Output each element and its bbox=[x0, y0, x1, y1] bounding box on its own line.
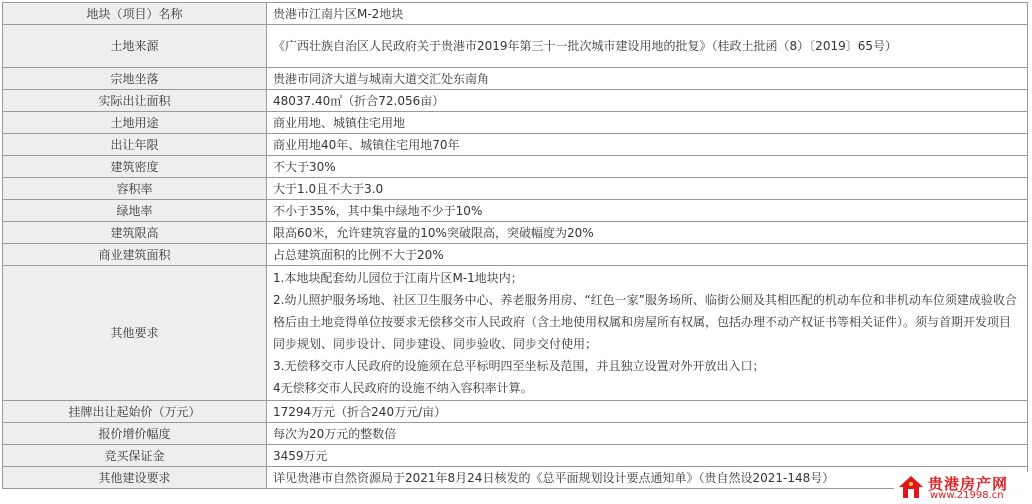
row-value: 不小于35%，其中集中绿地不少于10% bbox=[267, 200, 1028, 222]
row-value: 贵港市江南片区M-2地块 bbox=[267, 3, 1028, 25]
row-label: 容积率 bbox=[3, 178, 267, 200]
row-value: 商业用地40年、城镇住宅用地70年 bbox=[267, 134, 1028, 156]
table-row bbox=[3, 200, 1028, 222]
row-value: 占总建筑面积的比例不大于20% bbox=[267, 244, 1028, 266]
row-value: 每次为20万元的整数倍 bbox=[267, 423, 1028, 445]
row-label: 宗地坐落 bbox=[3, 68, 267, 90]
table-row bbox=[3, 222, 1028, 244]
row-label: 地块（项目）名称 bbox=[3, 3, 267, 25]
row-label: 出让年限 bbox=[3, 134, 267, 156]
table-row bbox=[3, 244, 1028, 266]
row-value: 限高60米，允许建筑容量的10%突破限高，突破幅度为20% bbox=[267, 222, 1028, 244]
row-value: 48037.40㎡（折合72.056亩） bbox=[267, 90, 1028, 112]
table-row bbox=[3, 178, 1028, 200]
row-value: 大于1.0且不大于3.0 bbox=[267, 178, 1028, 200]
watermark-name: 贵港房产网 bbox=[928, 475, 1009, 493]
table-row bbox=[3, 112, 1028, 134]
table-row bbox=[3, 90, 1028, 112]
row-label: 建筑限高 bbox=[3, 222, 267, 244]
table-row bbox=[3, 445, 1028, 467]
other-requirements-text bbox=[267, 266, 1028, 401]
row-label: 土地用途 bbox=[3, 112, 267, 134]
requirement-line: 1.本地块配套幼儿园位于江南片区M-1地块内； bbox=[273, 271, 523, 285]
table-row bbox=[3, 156, 1028, 178]
requirement-line: 2.幼儿照护服务场地、社区卫生服务中心、养老服务用房、“红色一家”服务场所、临街公厕及其相匹配的机动车位和非机动车位须建成验收合格后由土地竞得单位按要求无偿移交市人民政府（含土地使用权属和房屋所有权属，包括办理不动产权证书等相关证件）。须与首期开发项目同步规划、同步设计、同步建设、同步验收、同步交付使用； bbox=[273, 293, 1017, 351]
table-row bbox=[3, 68, 1028, 90]
row-value: 17294万元（折合240万元/亩） bbox=[267, 401, 1028, 423]
row-value: 3459万元 bbox=[267, 445, 1028, 467]
row-value: 贵港市同济大道与城南大道交汇处东南角 bbox=[267, 68, 1028, 90]
row-value: 不大于30% bbox=[267, 156, 1028, 178]
table-row bbox=[3, 3, 1028, 25]
row-label: 其他要求 bbox=[3, 266, 267, 401]
watermark-url: www.21998.cn bbox=[930, 490, 1004, 501]
table-row bbox=[3, 25, 1028, 68]
requirement-line: 4无偿移交市人民政府的设施不纳入容积率计算。 bbox=[273, 381, 533, 395]
land-info-table bbox=[2, 2, 1028, 489]
table-row bbox=[3, 467, 1028, 489]
requirement-line: 3.无偿移交市人民政府的设施须在总平标明四至坐标及范围，并且独立设置对外开放出入口； bbox=[273, 359, 765, 373]
house-logo-icon bbox=[898, 474, 924, 500]
row-label: 土地来源 bbox=[3, 25, 267, 68]
row-value: 商业用地、城镇住宅用地 bbox=[267, 112, 1028, 134]
row-label: 实际出让面积 bbox=[3, 90, 267, 112]
row-label: 绿地率 bbox=[3, 200, 267, 222]
table-row-other-requirements bbox=[3, 266, 1028, 401]
row-label: 建筑密度 bbox=[3, 156, 267, 178]
row-label: 报价增价幅度 bbox=[3, 423, 267, 445]
table-row bbox=[3, 134, 1028, 156]
row-value: 详见贵港市自然资源局于2021年8月24日核发的《总平面规划设计要点通知单》（贵自然设2021-148号） bbox=[267, 467, 1028, 489]
row-label: 竞买保证金 bbox=[3, 445, 267, 467]
site-watermark bbox=[894, 472, 1030, 502]
row-label: 商业建筑面积 bbox=[3, 244, 267, 266]
table-row bbox=[3, 423, 1028, 445]
table-row bbox=[3, 401, 1028, 423]
row-value: 《广西壮族自治区人民政府关于贵港市2019年第三十一批次城市建设用地的批复》（桂政土批函（8）〔2019〕65号） bbox=[267, 25, 1028, 68]
row-label: 其他建设要求 bbox=[3, 467, 267, 489]
row-label: 挂牌出让起始价（万元） bbox=[3, 401, 267, 423]
